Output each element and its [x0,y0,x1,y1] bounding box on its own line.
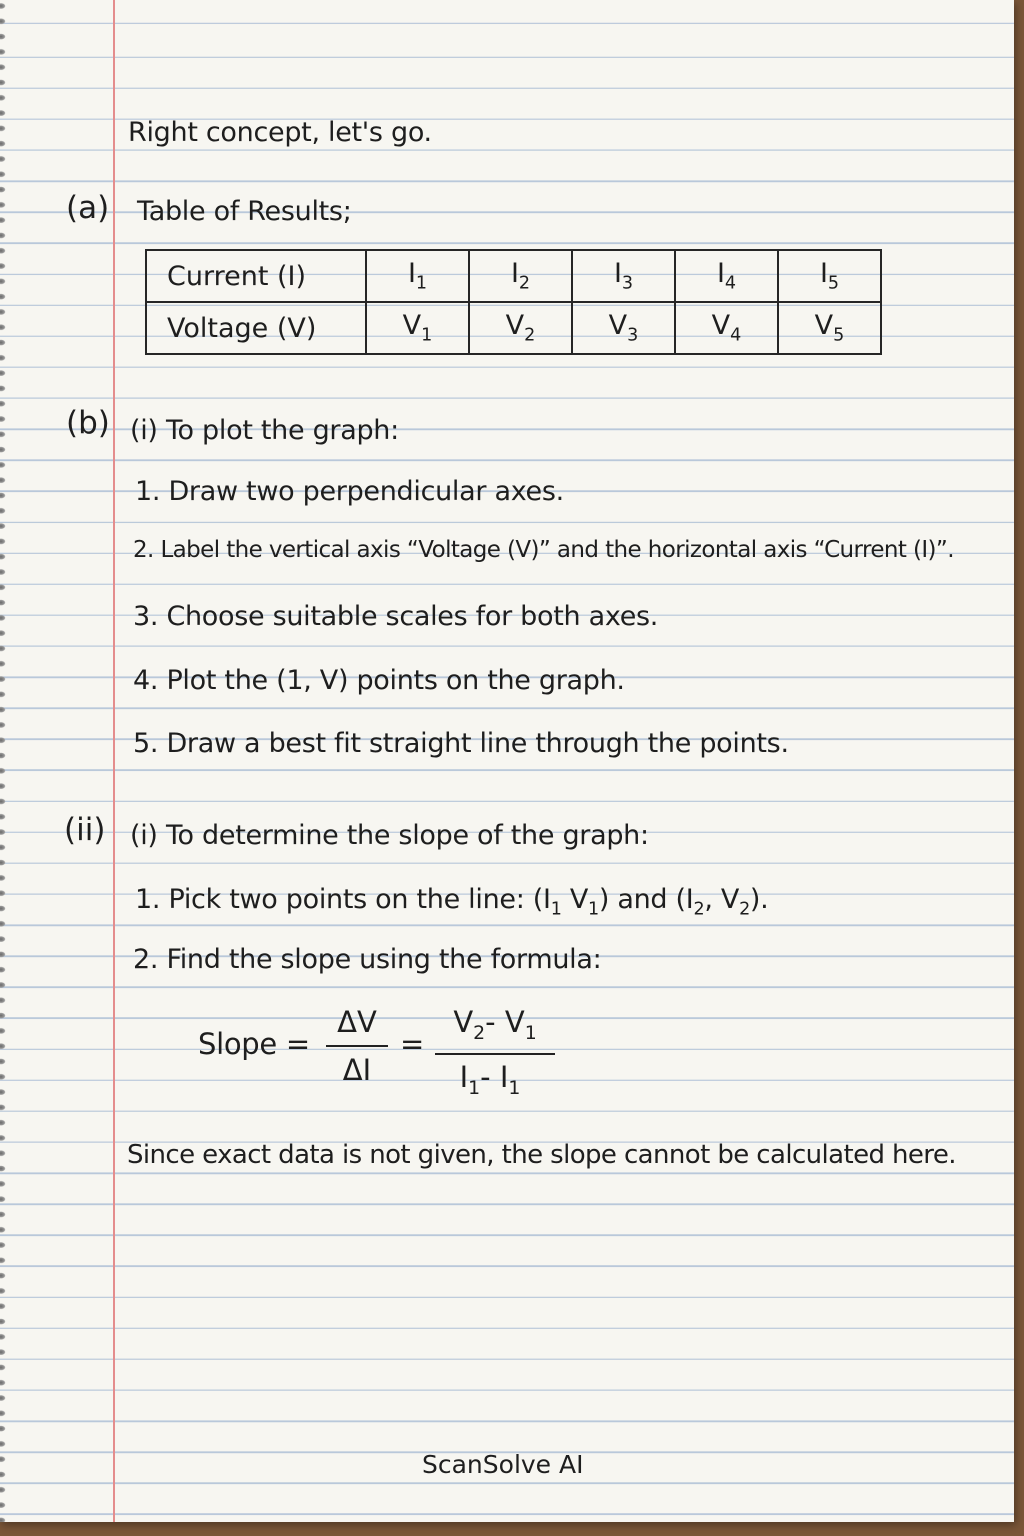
table-cell: $I_2$ [469,250,572,302]
part-a-label: (a) [66,190,110,226]
table-cell: $I_5$ [778,250,881,302]
table-cell: $V_2$ [469,302,572,354]
step-item: 2. Find the slope using the formula: [133,944,602,975]
part-b-heading: (i) To plot the graph: [130,415,399,446]
fraction-bar [435,1053,555,1055]
fraction-denominator: $I_1-$ $I_1$ [459,1060,521,1099]
fraction-numerator: ΔV [337,1005,377,1039]
step-item: 4. Plot the (1, V) points on the graph. [133,665,625,696]
fraction-numerator: $V_2-$ $V_1$ [453,1005,537,1044]
table-row [146,302,881,354]
fraction-bar [326,1045,388,1047]
part-a-heading: Table of Results; [137,196,352,227]
intro-text: Right concept, let's go. [128,117,432,148]
equals-sign: = [400,1027,424,1061]
step-item: 3. Choose suitable scales for both axes. [133,601,659,632]
step-item: 1. Draw two perpendicular axes. [135,476,564,507]
step-item: 5. Draw a best fit straight line through the points. [133,728,789,759]
part-b-label: (b) [66,405,110,441]
step-item: 1. Pick two points on the line: ($I_1$ $V_1$) and ($I_2$, $V_2$). [135,884,769,920]
table-row-header: Voltage (V) [146,302,366,354]
results-table [145,249,882,355]
fraction-denominator: ΔI [342,1053,372,1087]
table-cell: $I_3$ [572,250,675,302]
part-ii-heading: (i) To determine the slope of the graph: [130,820,649,851]
spiral-binding [0,0,9,1522]
margin-line [113,0,115,1522]
table-row [146,250,881,302]
table-cell: $I_4$ [675,250,778,302]
table-cell: $I_1$ [366,250,469,302]
table-row-header: Current (I) [146,250,366,302]
slope-label: Slope = [198,1027,310,1061]
part-ii-label: (ii) [64,812,106,848]
table-cell: $V_5$ [778,302,881,354]
table-cell: $V_4$ [675,302,778,354]
table-cell: $V_1$ [366,302,469,354]
conclusion-text: Since exact data is not given, the slope cannot be calculated here. [127,1140,956,1170]
step-item: 2. Label the vertical axis “Voltage (V)” and the horizontal axis “Current (I)”. [133,537,954,563]
table-cell: $V_3$ [572,302,675,354]
footer-brand: ScanSolve AI [422,1450,584,1479]
